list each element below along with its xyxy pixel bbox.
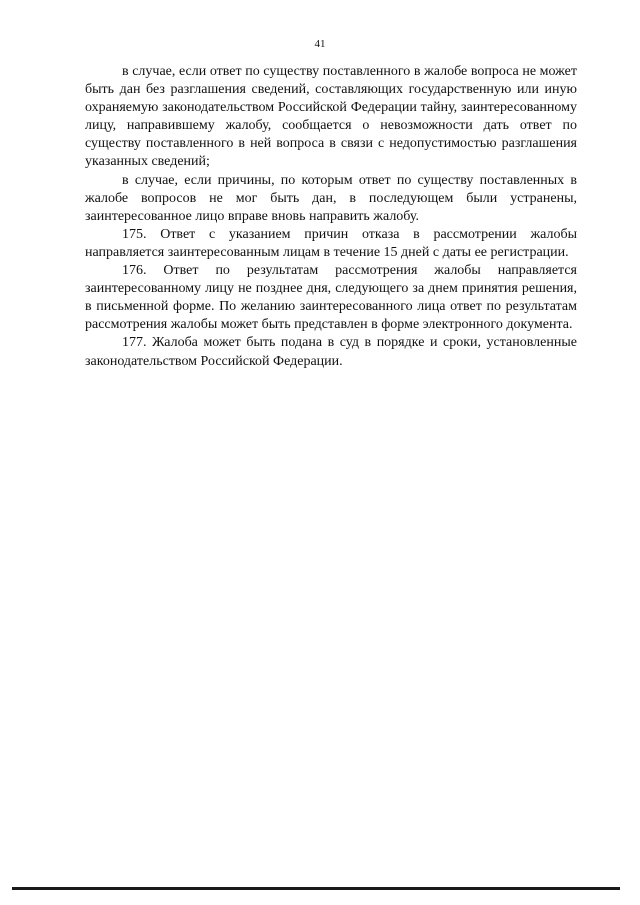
page-number: 41 bbox=[314, 38, 326, 50]
paragraph-175: 175. Ответ с указанием причин отказа в рассмотрении жалобы направляется заинтересованным лицам в течение 15 дней с даты ее регистрации. bbox=[85, 226, 577, 260]
paragraph-disclosure-restriction: в случае, если ответ по существу поставленного в жалобе вопроса не может быть дан без разглашения сведений, составляющих государственную или иную охраняемую законодательством Российской Федерации тайну, заинтересованному лицу, направившему жалобу, сообщается о невозможности дать ответ по существу поставленного в ней вопроса в связи с недопустимостью разглашения указанных сведений; bbox=[85, 64, 577, 170]
paragraph-177: 177. Жалоба может быть подана в суд в порядке и сроки, установленные законодательством Российской Федерации. bbox=[85, 335, 577, 369]
paragraph-resubmission: в случае, если причины, по которым ответ по существу поставленных в жалобе вопросов не мог быть дан, в последующем были устранены, заинтересованное лицо вправе вновь направить жалобу. bbox=[85, 172, 577, 224]
document-body bbox=[85, 63, 577, 371]
paragraph-176: 176. Ответ по результатам рассмотрения жалобы направляется заинтересованному лицу не позднее дня, следующего за днем принятия решения, в письменной форме. По желанию заинтересованного лица ответ по результатам рассмотрения жалобы может быть представлен в форме электронного документа. bbox=[85, 263, 577, 333]
bottom-rule bbox=[12, 887, 620, 890]
